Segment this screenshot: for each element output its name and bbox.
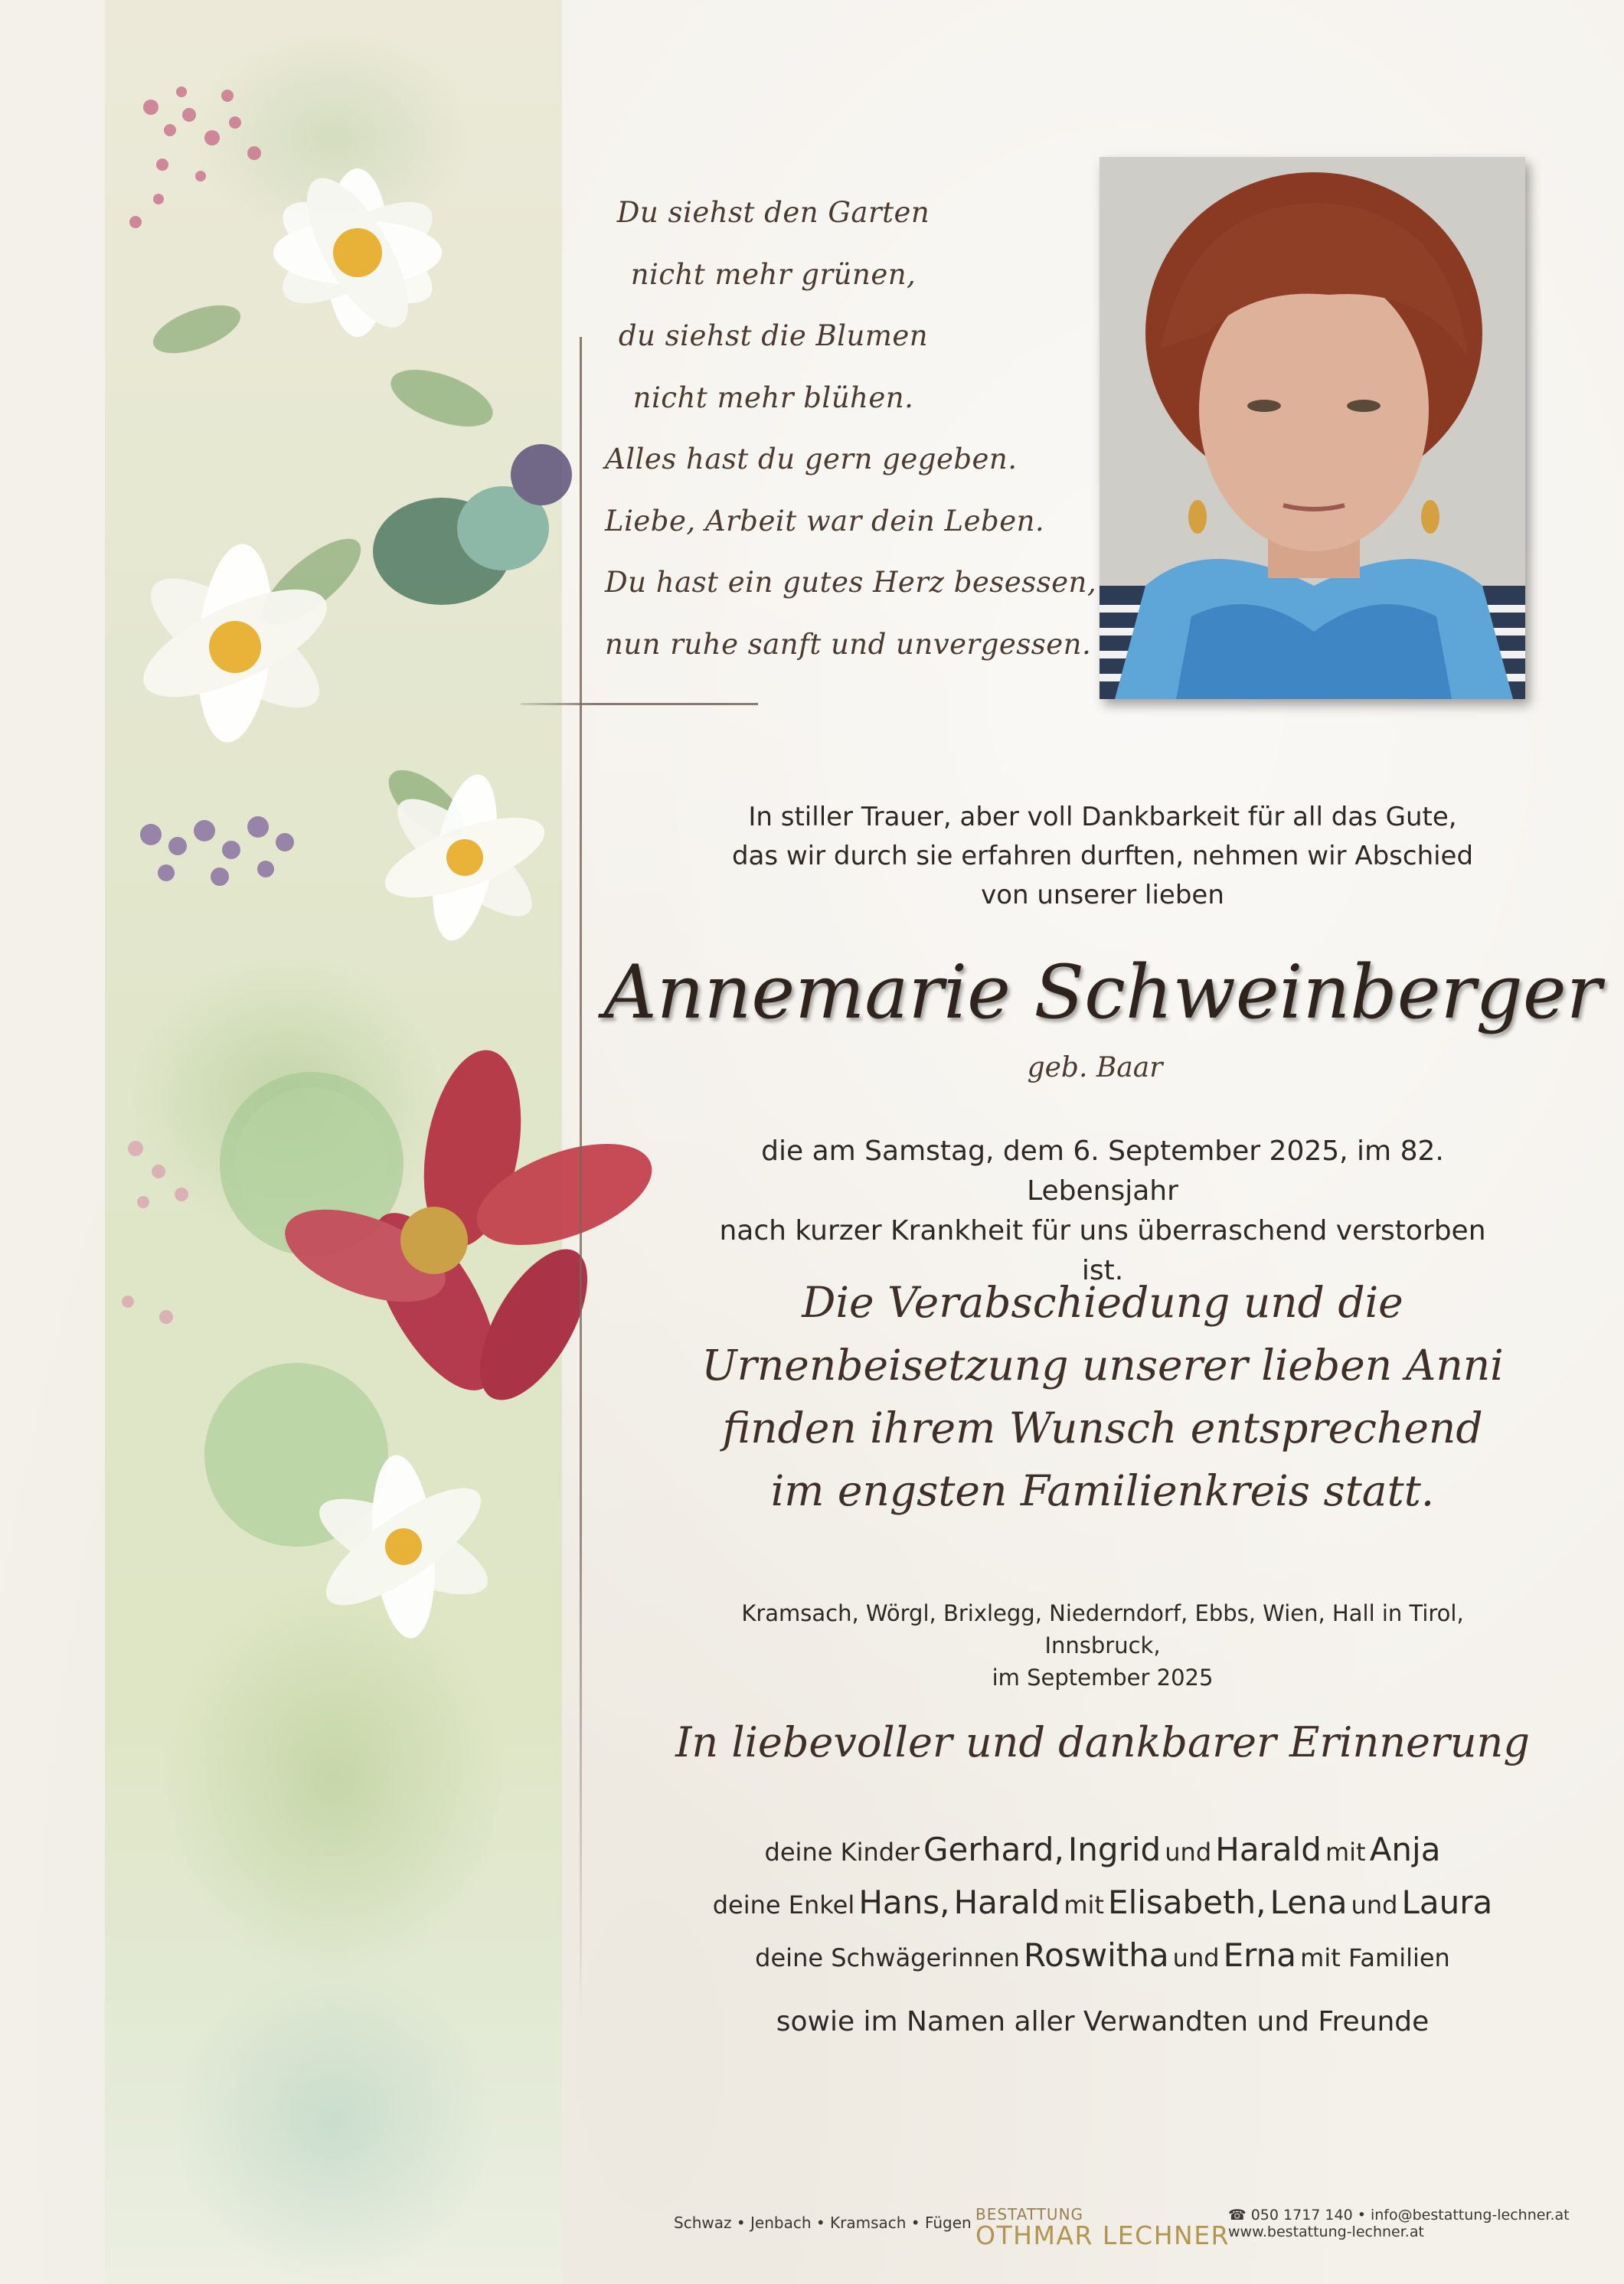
grandchildren-prefix: deine Enkel	[712, 1890, 855, 1920]
date-line: im September 2025	[992, 1665, 1214, 1691]
mourners-list	[674, 1827, 1531, 2045]
memorial-cross-vertical	[580, 337, 582, 2021]
grandchild-name: Lena	[1269, 1884, 1348, 1921]
poem-line: nun ruhe sanft und unvergessen.	[605, 627, 1092, 661]
death-line: nach kurzer Krankheit für uns überraschend verstorben ist.	[719, 1215, 1486, 1286]
intro-line: In stiller Trauer, aber voll Dankbarkeit für all das Gute,	[748, 802, 1457, 832]
in-law-name: Erna	[1223, 1936, 1297, 1974]
intro-line: von unserer lieben	[981, 880, 1224, 910]
separator: ,	[939, 1884, 950, 1921]
watercolor-flowers-illustration	[105, 0, 562, 2284]
in-laws-suffix: mit Familien	[1300, 1943, 1450, 1972]
farewell-line: Urnenbeisetzung unserer lieben Anni	[701, 1341, 1504, 1390]
logo-subtitle: BESTATTUNG	[975, 2205, 1084, 2224]
partner-name: Anja	[1369, 1831, 1441, 1868]
places-line: Kramsach, Wörgl, Brixlegg, Niederndorf, Ebbs, Wien, Hall in Tirol, Innsbruck,	[741, 1600, 1464, 1658]
child-name: Gerhard	[923, 1831, 1054, 1868]
contact-phone-email[interactable]: ☎ 050 1717 140 • info@bestattung-lechner.at	[1228, 2207, 1570, 2224]
grandchildren-row	[674, 1880, 1531, 1933]
grandchild-name: Hans	[858, 1884, 940, 1921]
portrait-svg	[1100, 157, 1525, 699]
children-prefix: deine Kinder	[764, 1838, 920, 1867]
conjunction: mit	[1325, 1838, 1366, 1867]
footer-towns: Schwaz • Jenbach • Kramsach • Fügen	[674, 2214, 972, 2232]
maiden-name: geb. Baar	[1027, 1052, 1163, 1083]
places-date	[689, 1597, 1516, 1694]
conjunction: und	[1351, 1890, 1398, 1920]
poem	[605, 182, 1097, 675]
conjunction: und	[1165, 1838, 1212, 1867]
death-line: die am Samstag, dem 6. September 2025, im 82. Lebensjahr	[761, 1135, 1444, 1207]
children-row	[674, 1827, 1531, 1880]
conjunction: mit	[1064, 1890, 1104, 1920]
poem-line: Liebe, Arbeit war dein Leben.	[605, 504, 1045, 538]
poem-line: nicht mehr grünen,	[630, 257, 917, 291]
contact-website[interactable]: www.bestattung-lechner.at	[1228, 2224, 1424, 2240]
poem-line: nicht mehr blühen.	[632, 381, 914, 414]
logo-name: OTHMAR LECHNER	[975, 2220, 1230, 2250]
closing-line: sowie im Namen aller Verwandten und Freunde	[776, 2006, 1430, 2037]
death-notice	[704, 1132, 1501, 1291]
poem-line: du siehst die Blumen	[618, 319, 929, 352]
partner-name: Elisabeth	[1108, 1884, 1256, 1921]
in-law-name: Roswitha	[1023, 1936, 1169, 1974]
poem-line: Alles hast du gern gegeben.	[605, 443, 1018, 475]
grandchild-name: Harald	[953, 1884, 1060, 1921]
child-name: Harald	[1215, 1831, 1322, 1868]
in-laws-row	[674, 1933, 1531, 1985]
grandchild-name: Laura	[1401, 1884, 1493, 1921]
farewell-line: finden ihrem Wunsch entsprechend	[722, 1403, 1483, 1452]
intro-text	[704, 798, 1501, 915]
deceased-name: Annemarie Schweinberger	[603, 949, 1602, 1035]
poem-line: Du siehst den Garten	[616, 196, 930, 229]
portrait-photo	[1100, 157, 1525, 699]
memorial-cross-horizontal	[521, 703, 758, 705]
poem-line: Du hast ein gutes Herz besessen,	[605, 566, 1097, 599]
farewell-line: im engsten Familienkreis statt.	[770, 1466, 1435, 1515]
footer-contact	[1228, 2207, 1570, 2240]
intro-line: das wir durch sie erfahren durften, nehmen wir Abschied	[731, 841, 1474, 871]
memory-heading: In liebevoller und dankbarer Erinnerung	[675, 1718, 1530, 1766]
farewell-line: Die Verabschiedung und die	[802, 1278, 1403, 1327]
in-laws-prefix: deine Schwägerinnen	[755, 1943, 1020, 1972]
separator: ,	[1256, 1884, 1266, 1921]
separator: ,	[1054, 1831, 1064, 1868]
farewell-notice	[674, 1271, 1531, 1522]
conjunction: und	[1172, 1943, 1220, 1972]
child-name: Ingrid	[1067, 1831, 1162, 1868]
